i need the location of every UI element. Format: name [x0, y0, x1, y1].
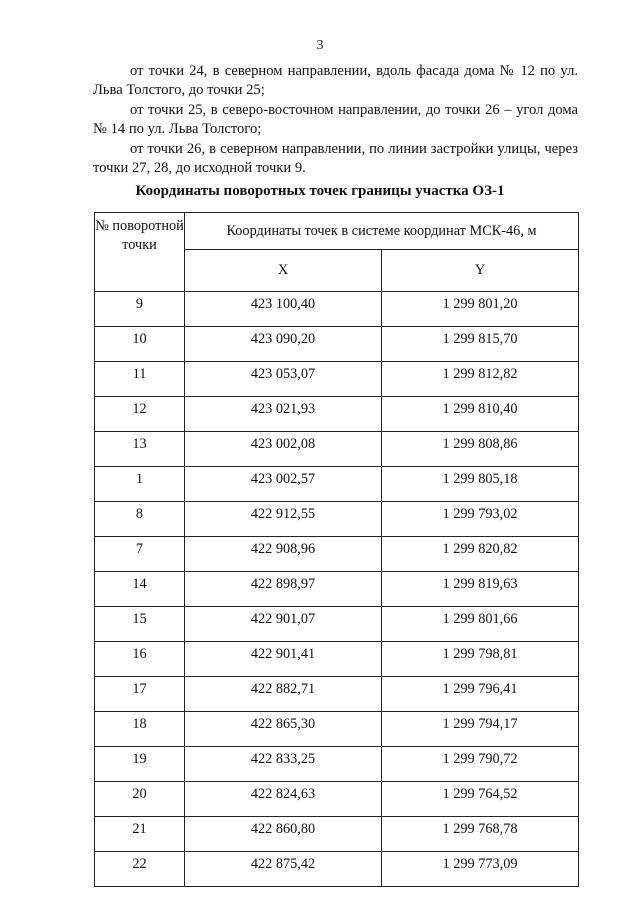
point-cell: 20	[95, 782, 185, 817]
body-text	[93, 62, 578, 178]
table-row	[95, 292, 579, 327]
y-cell: 1 299 796,41	[382, 677, 579, 712]
coordinates-table	[94, 212, 579, 887]
y-cell: 1 299 773,09	[382, 852, 579, 887]
x-cell: 423 021,93	[185, 397, 382, 432]
point-cell: 16	[95, 642, 185, 677]
x-cell: 423 053,07	[185, 362, 382, 397]
y-cell: 1 299 801,66	[382, 607, 579, 642]
y-cell: 1 299 798,81	[382, 642, 579, 677]
header-point-number: № поворотной точки	[95, 213, 185, 292]
x-cell: 422 833,25	[185, 747, 382, 782]
x-cell: 422 901,41	[185, 642, 382, 677]
y-cell: 1 299 805,18	[382, 467, 579, 502]
point-cell: 14	[95, 572, 185, 607]
y-cell: 1 299 815,70	[382, 327, 579, 362]
table-row	[95, 817, 579, 852]
y-cell: 1 299 820,82	[382, 537, 579, 572]
table-row	[95, 747, 579, 782]
table-row	[95, 537, 579, 572]
paragraph: от точки 25, в северо-восточном направлении, до точки 26 – угол дома № 14 по ул. Льва Толстого;	[93, 101, 578, 138]
table-row	[95, 607, 579, 642]
point-cell: 19	[95, 747, 185, 782]
x-cell: 422 882,71	[185, 677, 382, 712]
x-cell: 423 002,57	[185, 467, 382, 502]
point-cell: 9	[95, 292, 185, 327]
point-cell: 15	[95, 607, 185, 642]
table-row	[95, 642, 579, 677]
table-row	[95, 397, 579, 432]
point-cell: 18	[95, 712, 185, 747]
table-row	[95, 362, 579, 397]
y-cell: 1 299 819,63	[382, 572, 579, 607]
paragraph: от точки 26, в северном направлении, по линии застройки улицы, через точки 27, 28, до исходной точки 9.	[93, 140, 578, 177]
y-cell: 1 299 812,82	[382, 362, 579, 397]
table-row	[95, 327, 579, 362]
y-cell: 1 299 810,40	[382, 397, 579, 432]
table-row	[95, 572, 579, 607]
x-cell: 422 912,55	[185, 502, 382, 537]
table-row	[95, 677, 579, 712]
point-cell: 11	[95, 362, 185, 397]
header-coordinate-system: Координаты точек в системе координат МСК-46, м	[185, 213, 579, 250]
header-y: Y	[382, 250, 579, 292]
paragraph: от точки 24, в северном направлении, вдоль фасада дома № 12 по ул. Льва Толстого, до точки 25;	[93, 63, 578, 99]
point-cell: 1	[95, 467, 185, 502]
point-cell: 17	[95, 677, 185, 712]
table-row	[95, 782, 579, 817]
x-cell: 422 824,63	[185, 782, 382, 817]
y-cell: 1 299 794,17	[382, 712, 579, 747]
table-row	[95, 467, 579, 502]
header-x: X	[185, 250, 382, 292]
y-cell: 1 299 790,72	[382, 747, 579, 782]
point-cell: 22	[95, 852, 185, 887]
table-row	[95, 432, 579, 467]
page-number: 3	[316, 38, 324, 53]
table-title: Координаты поворотных точек границы участка ОЗ-1	[135, 183, 505, 199]
x-cell: 423 090,20	[185, 327, 382, 362]
y-cell: 1 299 808,86	[382, 432, 579, 467]
y-cell: 1 299 793,02	[382, 502, 579, 537]
point-cell: 10	[95, 327, 185, 362]
x-cell: 422 860,80	[185, 817, 382, 852]
point-cell: 12	[95, 397, 185, 432]
y-cell: 1 299 764,52	[382, 782, 579, 817]
point-cell: 7	[95, 537, 185, 572]
point-cell: 21	[95, 817, 185, 852]
table-row	[95, 502, 579, 537]
x-cell: 422 898,97	[185, 572, 382, 607]
y-cell: 1 299 801,20	[382, 292, 579, 327]
x-cell: 422 908,96	[185, 537, 382, 572]
table-row	[95, 852, 579, 887]
coordinates-table-body	[95, 292, 579, 887]
x-cell: 423 100,40	[185, 292, 382, 327]
y-cell: 1 299 768,78	[382, 817, 579, 852]
x-cell: 422 865,30	[185, 712, 382, 747]
point-cell: 13	[95, 432, 185, 467]
x-cell: 422 901,07	[185, 607, 382, 642]
x-cell: 423 002,08	[185, 432, 382, 467]
table-row	[95, 712, 579, 747]
x-cell: 422 875,42	[185, 852, 382, 887]
point-cell: 8	[95, 502, 185, 537]
